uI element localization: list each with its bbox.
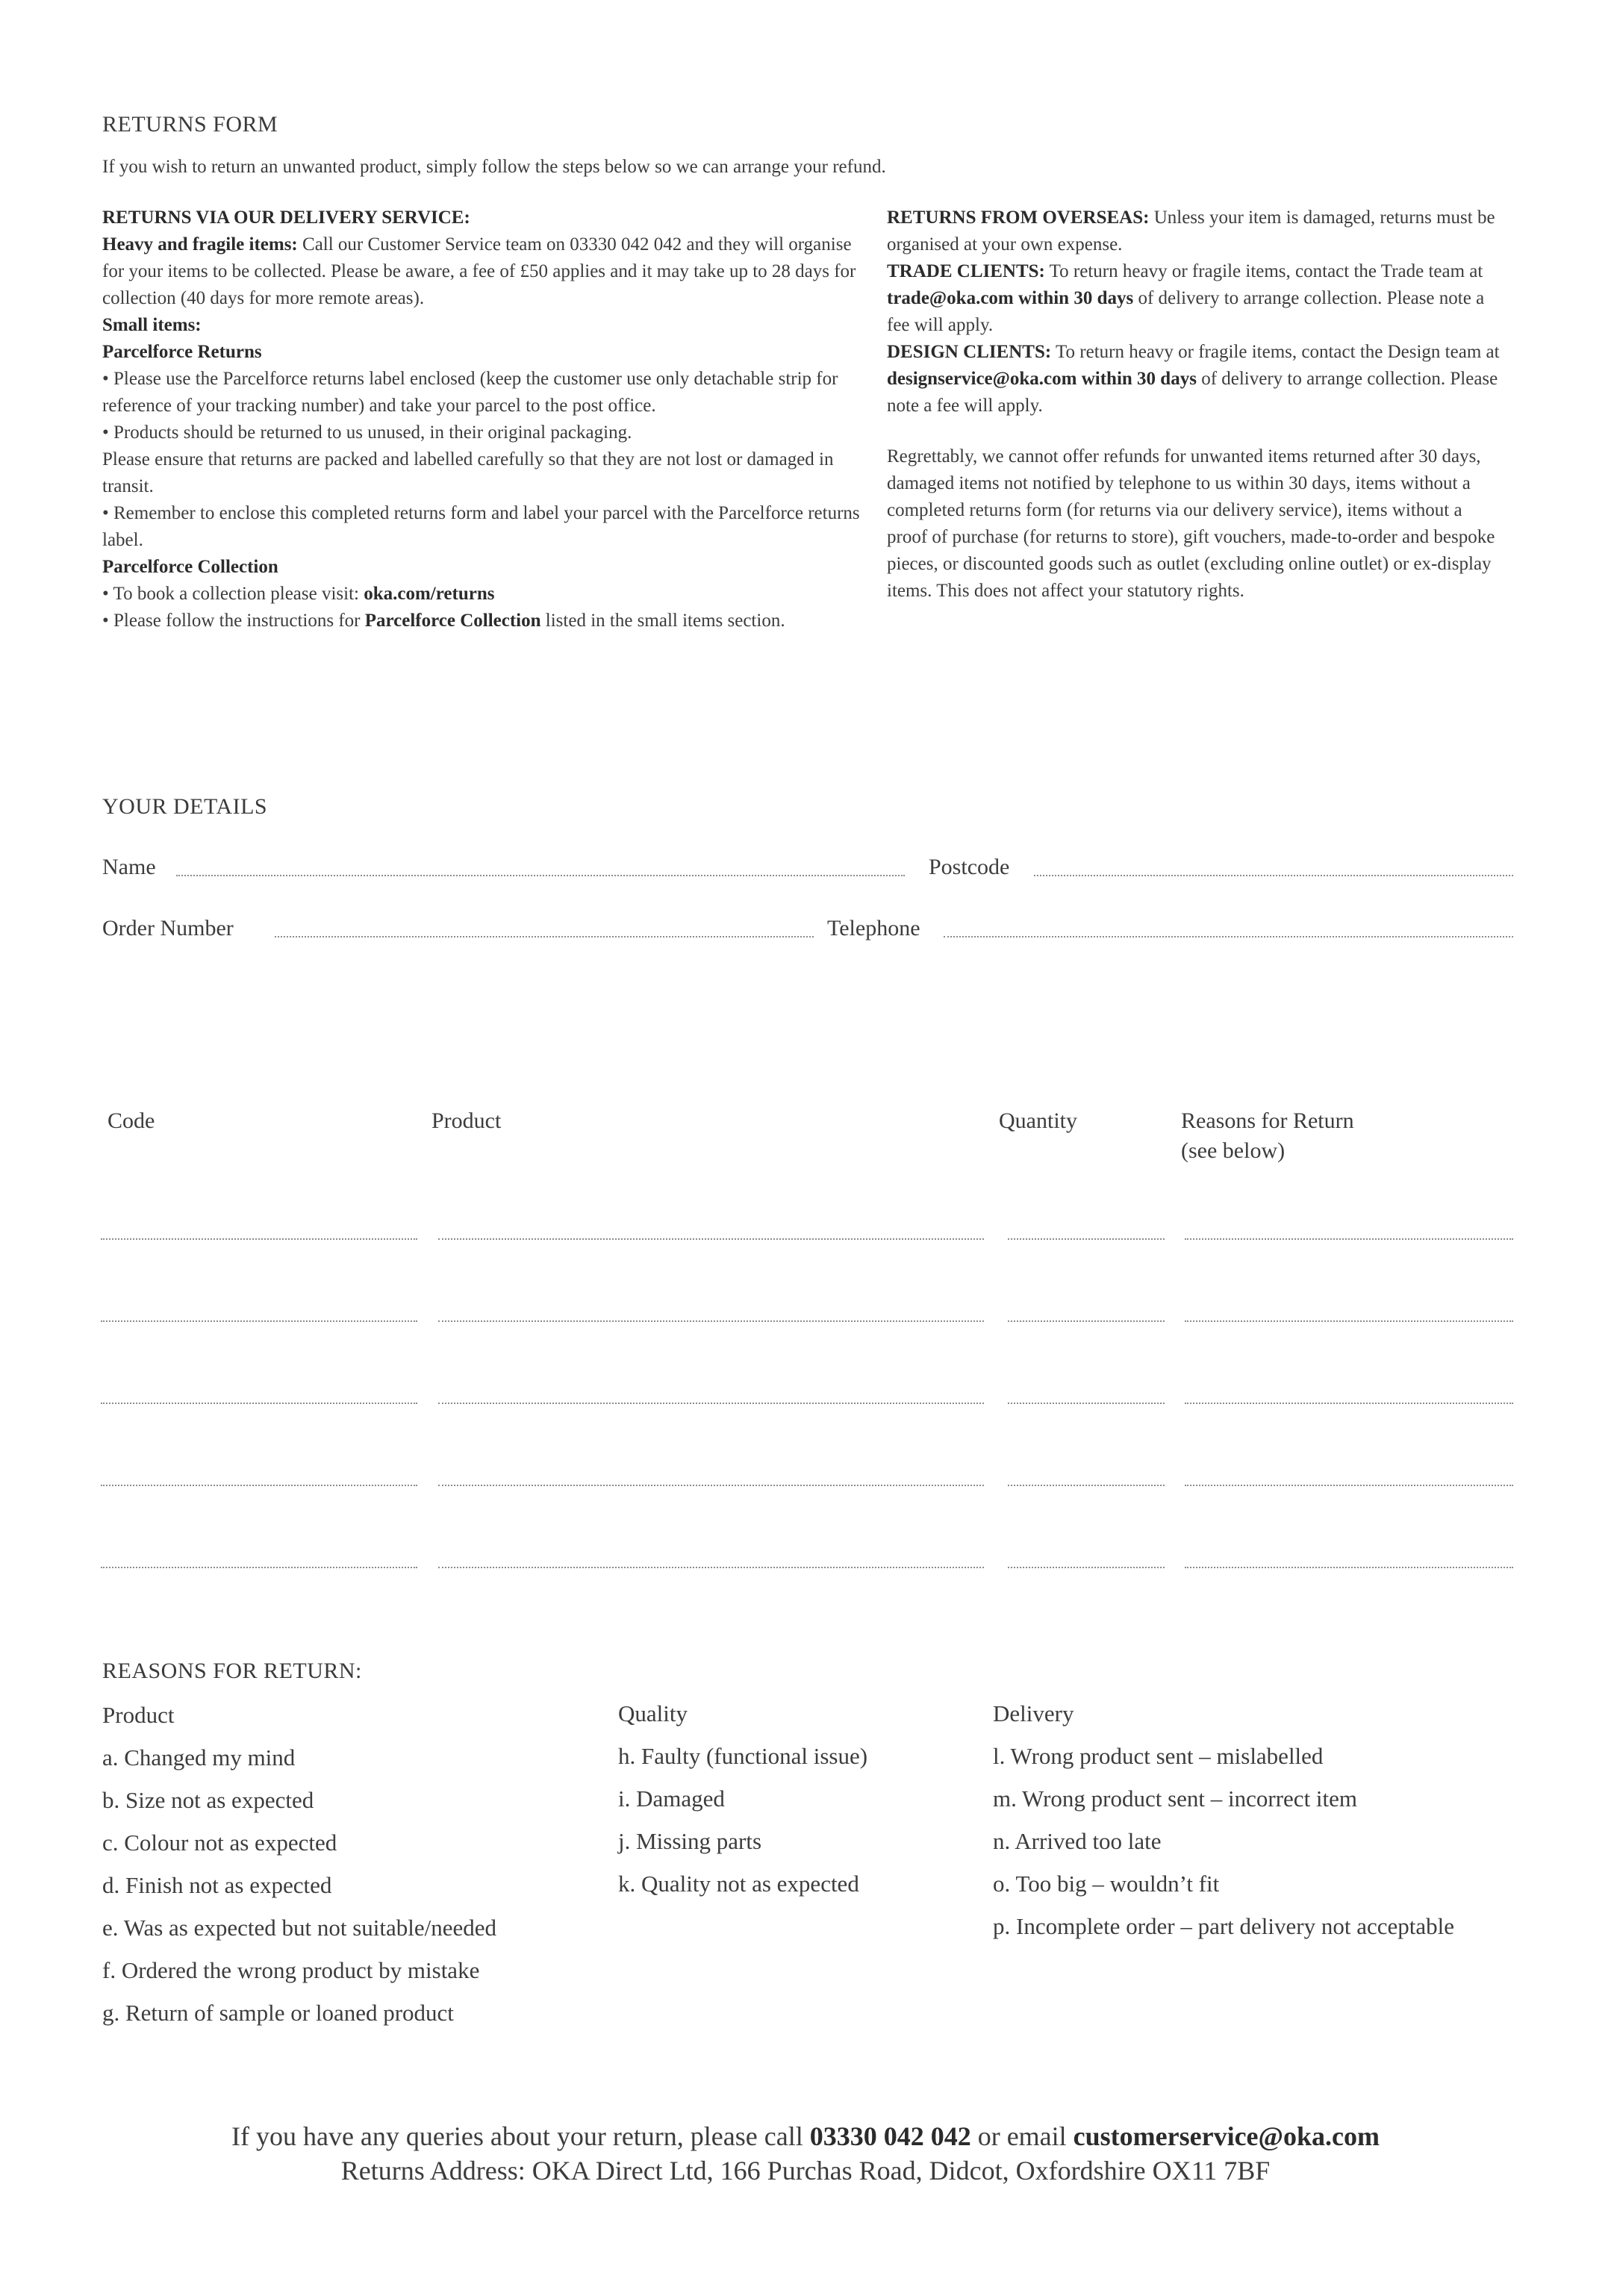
reason-c: c. Colour not as expected xyxy=(102,1829,337,1856)
reason-j: j. Missing parts xyxy=(618,1828,762,1854)
collection-book-text: • To book a collection please visit: xyxy=(102,584,364,604)
footer-query-prefix: If you have any queries about your return, please call xyxy=(231,2121,810,2151)
reason-k: k. Quality not as expected xyxy=(618,1871,859,1897)
design-clients-paragraph xyxy=(887,339,1506,419)
row-5-product-field[interactable] xyxy=(438,1567,984,1568)
quality-reasons-heading: Quality xyxy=(618,1700,688,1726)
trade-clients-text-1: To return heavy or fragile items, contact the Trade team at xyxy=(1044,261,1483,281)
row-4-quantity-field[interactable] xyxy=(1008,1485,1165,1486)
design-clients-text-1: To return heavy or fragile items, contact the Design team at xyxy=(1051,342,1500,362)
row-3-quantity-field[interactable] xyxy=(1008,1403,1165,1404)
footer-phone[interactable]: 03330 042 042 xyxy=(809,2121,971,2151)
reason-h: h. Faulty (functional issue) xyxy=(618,1743,868,1769)
postcode-label: Postcode xyxy=(929,855,1010,879)
row-5-reason-field[interactable] xyxy=(1185,1567,1513,1568)
returns-form-intro: If you wish to return an unwanted product, simply follow the steps below so we can arrange your refund. xyxy=(102,157,886,177)
telephone-field[interactable] xyxy=(944,936,1513,938)
trade-clients-label: TRADE CLIENTS: xyxy=(887,261,1045,281)
returns-form-title: RETURNS FORM xyxy=(102,112,278,137)
small-items-heading: Small items: xyxy=(102,315,202,335)
footer-contact-line xyxy=(0,2118,1611,2154)
reason-e: e. Was as expected but not suitable/needed xyxy=(102,1915,497,1941)
heavy-items-paragraph xyxy=(102,231,864,312)
collection-bullet-instructions xyxy=(102,608,864,634)
order-number-label: Order Number xyxy=(102,916,234,940)
delivery-service-heading: RETURNS VIA OUR DELIVERY SERVICE: xyxy=(102,208,470,228)
reason-m: m. Wrong product sent – incorrect item xyxy=(993,1785,1358,1812)
parcelforce-bullet-packaging: • Products should be returned to us unused, in their original packaging. xyxy=(102,422,632,443)
trade-clients-text-2: of delivery to arrange collection. Please note a fee will apply. xyxy=(887,288,1485,335)
row-1-quantity-field[interactable] xyxy=(1008,1238,1165,1240)
code-column-header: Code xyxy=(107,1108,155,1133)
collection-bullet-book xyxy=(102,581,864,608)
row-2-quantity-field[interactable] xyxy=(1008,1320,1165,1322)
delivery-reasons-heading: Delivery xyxy=(993,1700,1074,1726)
reason-l: l. Wrong product sent – mislabelled xyxy=(993,1743,1324,1769)
reason-d: d. Finish not as expected xyxy=(102,1872,332,1898)
collection-instructions-prefix: • Please follow the instructions for xyxy=(102,611,365,631)
telephone-label: Telephone xyxy=(827,916,920,940)
reason-b: b. Size not as expected xyxy=(102,1787,314,1813)
reasons-column-header xyxy=(1181,1106,1354,1166)
row-3-product-field[interactable] xyxy=(438,1403,984,1404)
row-4-reason-field[interactable] xyxy=(1185,1485,1513,1486)
trade-email[interactable]: trade@oka.com within 30 days xyxy=(887,288,1134,308)
overseas-label: RETURNS FROM OVERSEAS: xyxy=(887,208,1150,228)
reason-f: f. Ordered the wrong product by mistake xyxy=(102,1957,480,1983)
row-3-reason-field[interactable] xyxy=(1185,1403,1513,1404)
your-details-title: YOUR DETAILS xyxy=(102,794,268,819)
product-column-header: Product xyxy=(431,1108,502,1133)
row-2-code-field[interactable] xyxy=(101,1320,417,1322)
quantity-column-header: Quantity xyxy=(999,1108,1077,1133)
postcode-field[interactable] xyxy=(1034,875,1513,876)
reason-p: p. Incomplete order – part delivery not acceptable xyxy=(993,1913,1455,1939)
parcelforce-packing-note: Please ensure that returns are packed and labelled carefully so that they are not lost or damaged in transit. xyxy=(102,449,834,496)
row-1-reason-field[interactable] xyxy=(1185,1238,1513,1240)
row-5-code-field[interactable] xyxy=(101,1567,417,1568)
reason-a: a. Changed my mind xyxy=(102,1744,296,1771)
row-1-product-field[interactable] xyxy=(438,1238,984,1240)
delivery-service-section xyxy=(102,205,864,634)
parcelforce-returns-heading: Parcelforce Returns xyxy=(102,342,262,362)
design-email[interactable]: designservice@oka.com within 30 days xyxy=(887,369,1197,389)
row-1-code-field[interactable] xyxy=(101,1238,417,1240)
product-reasons-heading: Product xyxy=(102,1702,175,1728)
returns-link[interactable]: oka.com/returns xyxy=(364,584,495,604)
footer-email[interactable]: customerservice@oka.com xyxy=(1073,2121,1380,2151)
row-2-product-field[interactable] xyxy=(438,1320,984,1322)
row-2-reason-field[interactable] xyxy=(1185,1320,1513,1322)
overseas-paragraph xyxy=(887,205,1506,258)
heavy-items-label: Heavy and fragile items: xyxy=(102,234,298,255)
reason-g: g. Return of sample or loaned product xyxy=(102,2000,454,2026)
reasons-title: REASONS FOR RETURN: xyxy=(102,1659,362,1683)
order-number-field[interactable] xyxy=(275,936,814,938)
heavy-items-text: Call our Customer Service team on 03330 042 042 and they will organise for your items to be collected. Please be aware, a fee of £50 applies and it may take up to 28 days for collection (40 days for more remote areas). xyxy=(102,234,856,308)
row-3-code-field[interactable] xyxy=(101,1403,417,1404)
name-label: Name xyxy=(102,855,156,879)
reason-o: o. Too big – wouldn’t fit xyxy=(993,1871,1220,1897)
collection-instructions-suffix: listed in the small items section. xyxy=(540,611,785,631)
trade-clients-paragraph xyxy=(887,258,1506,339)
row-5-quantity-field[interactable] xyxy=(1008,1567,1165,1568)
row-4-product-field[interactable] xyxy=(438,1485,984,1486)
design-clients-label: DESIGN CLIENTS: xyxy=(887,342,1052,362)
parcelforce-bullet-label: • Please use the Parcelforce returns label enclosed (keep the customer use only detachable strip for reference of your tracking number) and take your parcel to the post office. xyxy=(102,369,838,416)
parcelforce-collection-heading: Parcelforce Collection xyxy=(102,557,278,577)
name-field[interactable] xyxy=(176,875,905,876)
reason-i: i. Damaged xyxy=(618,1785,725,1812)
reasons-header-line1: Reasons for Return xyxy=(1181,1108,1354,1133)
design-clients-text-2: of delivery to arrange collection. Please note a fee will apply. xyxy=(887,369,1498,416)
reason-n: n. Arrived too late xyxy=(993,1828,1162,1854)
other-returns-section xyxy=(887,205,1506,605)
overseas-text: Unless your item is damaged, returns must be organised at your own expense. xyxy=(887,208,1495,255)
row-4-code-field[interactable] xyxy=(101,1485,417,1486)
collection-instructions-bold: Parcelforce Collection xyxy=(364,611,541,631)
footer-query-middle: or email xyxy=(970,2121,1074,2151)
footer-returns-address: Returns Address: OKA Direct Ltd, 166 Purchas Road, Didcot, Oxfordshire OX11 7BF xyxy=(340,2156,1271,2186)
parcelforce-bullet-enclose: • Remember to enclose this completed returns form and label your parcel with the Parcelforce returns label. xyxy=(102,503,860,550)
reasons-header-line2: (see below) xyxy=(1181,1138,1286,1163)
refund-policy-paragraph: Regrettably, we cannot offer refunds for unwanted items returned after 30 days, damaged items not notified by telephone to us within 30 days, items without a completed returns form (for returns via our delivery service), items without a proof of purchase (for returns to store), gift vouchers, made-to-order and bespoke pieces, or discounted goods such as outlet (excluding online outlet) or ex-display items. This does not affect your statutory rights. xyxy=(887,446,1495,601)
